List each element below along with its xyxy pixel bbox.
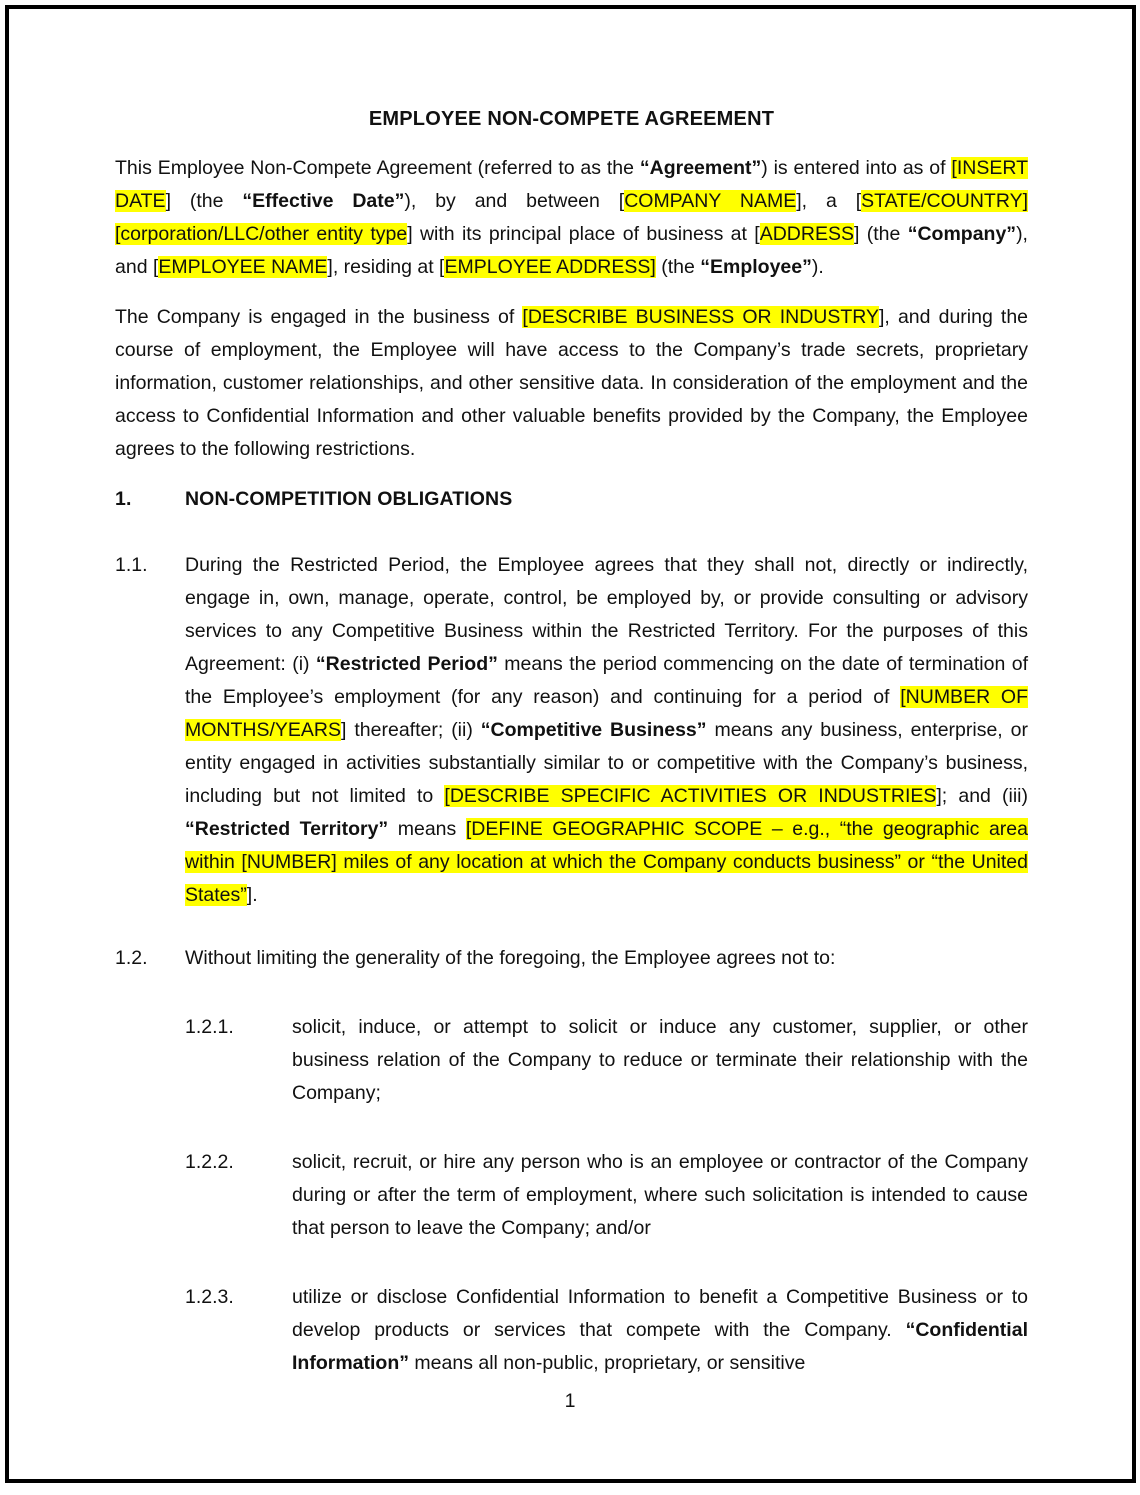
placeholder-highlight: EMPLOYEE NAME <box>158 256 328 278</box>
text-run: ] (the <box>853 223 908 245</box>
clause-1-2-3 <box>115 1281 1028 1380</box>
text-run: ], and during the course of employment, the Employee will have access to the Company’s trade secrets, proprietary information, customer relationships, and other sensitive data. In consideration of the employment and the access to Confidential Information and other valuable benefits provided by the Company, the Employee agrees to the following restrictions. <box>115 306 1029 460</box>
clause-text <box>185 549 1028 912</box>
text-run: means <box>388 818 466 840</box>
page-number: 1 <box>564 1390 576 1412</box>
text-run: means the period commencing on the date of termination of the Employee’s employment (for any reason) and continuing for a period of <box>185 653 1028 708</box>
defined-term: “Competitive Business” <box>480 719 707 741</box>
placeholder-highlight: ADDRESS <box>759 223 854 245</box>
clause-1-2 <box>115 942 1028 975</box>
text-run: solicit, recruit, or hire any person who is an employee or contractor of the Company during or after the term of employment, where such solicitation is intended to cause that person to leave the Company; and/or <box>292 1151 1028 1239</box>
document-blocks <box>115 152 1028 1380</box>
section-heading-text: NON-COMPETITION OBLIGATIONS <box>185 488 513 510</box>
placeholder-highlight: [DESCRIBE BUSINESS OR INDUSTRY <box>522 306 880 328</box>
placeholder-highlight: [DEFINE GEOGRAPHIC SCOPE – e.g., “the geographic area within [NUMBER] miles of any location at which the Company conducts business” or “the United States” <box>185 818 1028 906</box>
defined-term: “Agreement” <box>639 157 762 179</box>
clause-text <box>292 1281 1028 1380</box>
clause-number: 1.2.3. <box>185 1286 234 1308</box>
clause-number: 1.2.1. <box>185 1016 234 1038</box>
text-run: ] (the <box>165 190 243 212</box>
paragraph <box>115 301 1028 466</box>
placeholder-highlight: [INSERT DATE <box>115 157 1028 212</box>
text-run: This Employee Non-Compete Agreement (referred to as the <box>115 157 640 179</box>
clause-number: 1.1. <box>115 554 148 576</box>
text-run: ] thereafter; (ii) <box>341 719 481 741</box>
defined-term: “Company” <box>907 223 1017 245</box>
defined-term: “Employee” <box>700 256 812 278</box>
text-run: ), by and between [ <box>404 190 625 212</box>
clause-number: 1.2.2. <box>185 1151 234 1173</box>
placeholder-highlight: EMPLOYEE ADDRESS] <box>444 256 656 278</box>
text-run: solicit, induce, or attempt to solicit or induce any customer, supplier, or other business relation of the Company to reduce or terminate their relationship with the Company; <box>292 1016 1028 1104</box>
text-run: ) is entered into as of <box>761 157 952 179</box>
text-run: ), and [ <box>115 223 1028 278</box>
placeholder-highlight: [corporation/LLC/other entity type <box>115 223 408 245</box>
defined-term: “Restricted Territory” <box>185 818 389 840</box>
clause-text <box>185 942 1028 975</box>
text-run: (the <box>655 256 701 278</box>
text-run: ]; and (iii) <box>936 785 1028 807</box>
clause-text <box>292 1146 1028 1245</box>
text-run: ]. <box>246 884 258 906</box>
placeholder-highlight: [NUMBER OF MONTHS/YEARS <box>185 686 1028 741</box>
text-run: ], a [ <box>796 190 862 212</box>
document-content <box>115 103 1028 1416</box>
text-run: Without limiting the generality of the foregoing, the Employee agrees not to: <box>185 947 836 969</box>
text-run: ] with its principal place of business at [ <box>407 223 760 245</box>
clause-1-1 <box>115 549 1028 912</box>
text-run: During the Restricted Period, the Employee agrees that they shall not, directly or indirectly, engage in, own, manage, operate, control, be employed by, or provide consulting or advisory services to any Competitive Business within the Restricted Territory. For the purposes of this Agreement: (i) <box>185 554 1028 675</box>
defined-term: “Effective Date” <box>242 190 405 212</box>
text-run: ). <box>811 256 824 278</box>
text-run: means all non-public, proprietary, or sensitive <box>409 1352 806 1374</box>
clause-1-2-2 <box>115 1146 1028 1245</box>
text-run: The Company is engaged in the business of <box>115 306 523 328</box>
text-run: means any business, enterprise, or entity engaged in activities substantially similar to or competitive with the Company’s business, including but not limited to <box>185 719 1028 807</box>
placeholder-highlight: STATE/COUNTRY] <box>861 190 1029 212</box>
text-run: ], residing at [ <box>327 256 445 278</box>
defined-term: “Confidential Information” <box>292 1319 1028 1374</box>
paragraph <box>115 152 1028 284</box>
placeholder-highlight: [DESCRIBE SPECIFIC ACTIVITIES OR INDUSTRIES <box>444 785 937 807</box>
clause-1-2-1 <box>115 1011 1028 1110</box>
clause-text <box>292 1011 1028 1110</box>
document-title: EMPLOYEE NON-COMPETE AGREEMENT <box>368 108 775 130</box>
placeholder-highlight: COMPANY NAME <box>624 190 797 212</box>
text-run: utilize or disclose Confidential Information to benefit a Competitive Business or to develop products or services that compete with the Company. <box>292 1286 1028 1341</box>
section-number: 1. <box>115 488 132 510</box>
clause-number: 1.2. <box>115 947 148 969</box>
section-heading <box>115 483 1028 516</box>
defined-term: “Restricted Period” <box>315 653 498 675</box>
